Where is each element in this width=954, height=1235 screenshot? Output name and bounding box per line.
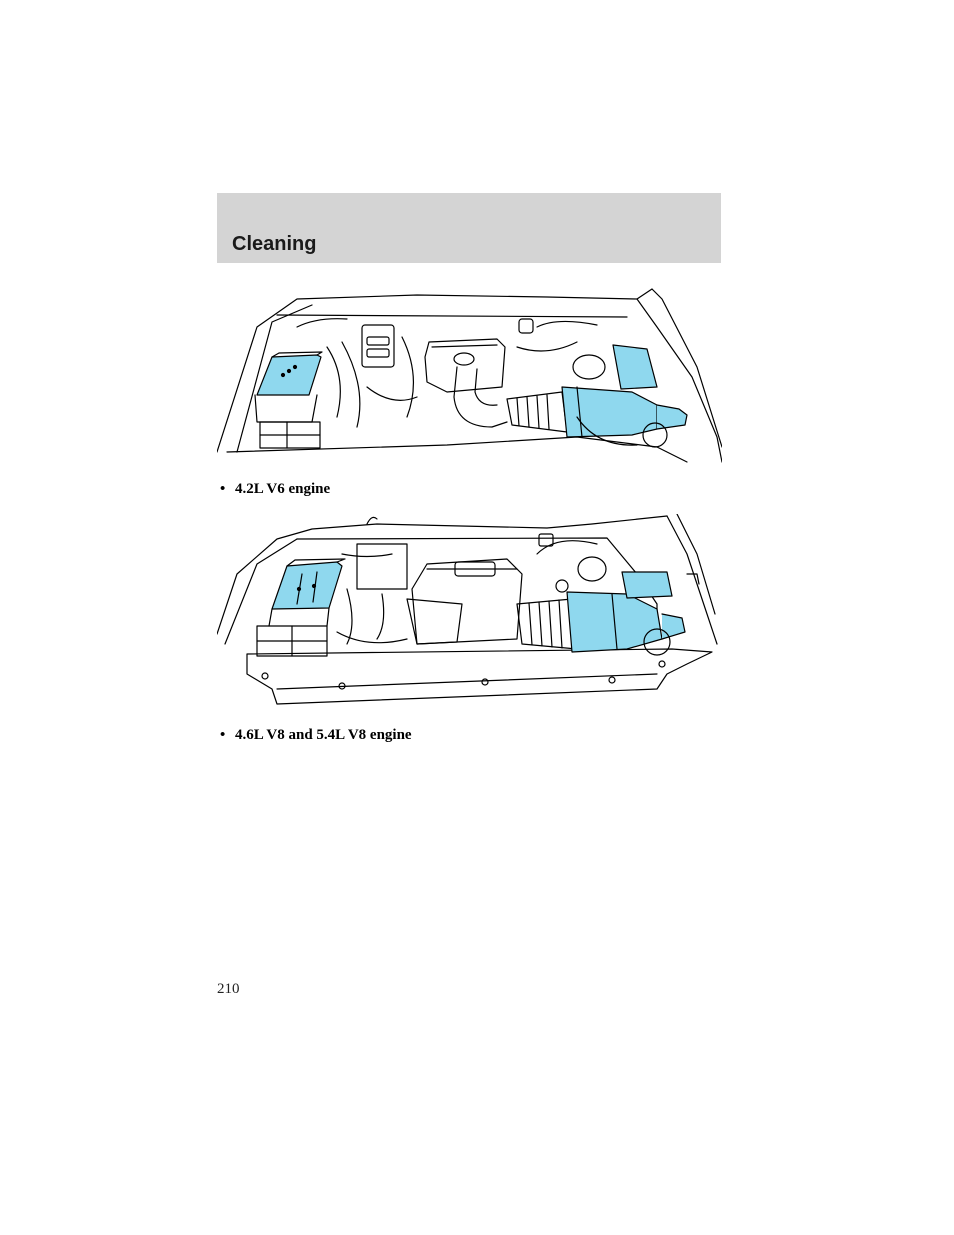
engine-illustration-v6 bbox=[217, 287, 722, 467]
figure-caption bbox=[220, 727, 412, 744]
caption-text: 4.2L V6 engine bbox=[235, 481, 331, 497]
section-header-band bbox=[217, 193, 721, 263]
page-number: 210 bbox=[217, 981, 240, 997]
engine-illustration-v8 bbox=[217, 514, 722, 706]
figure-caption bbox=[220, 481, 330, 498]
caption-text: 4.6L V8 and 5.4L V8 engine bbox=[235, 727, 412, 743]
bullet-point: • bbox=[220, 481, 226, 497]
bullet-point: • bbox=[220, 727, 226, 743]
section-title: Cleaning bbox=[232, 233, 317, 255]
